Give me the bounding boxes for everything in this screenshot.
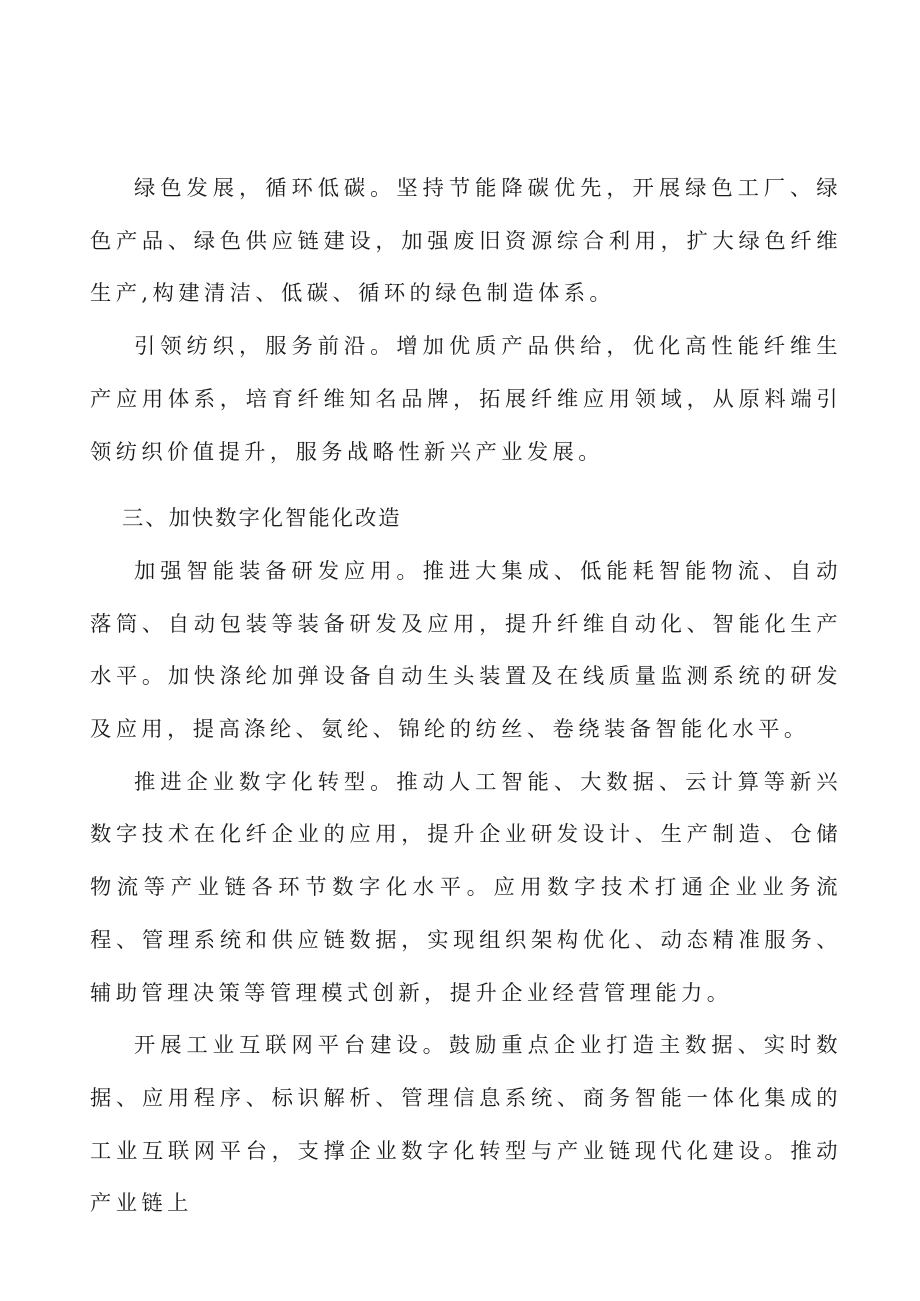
paragraph-digital-transformation: 推进企业数字化转型。推动人工智能、大数据、云计算等新兴数字技术在化纤企业的应用，提升企业研发设计、生产制造、仓储物流等产业链各环节数字化水平。应用数字技术打通企业业务流程、管理系统和供应链数据，实现组织架构优化、动态精准服务、辅助管理决策等管理模式创新，提升企业经营管理能力。 — [90, 769, 842, 1006]
paragraph-smart-equipment: 加强智能装备研发应用。推进大集成、低能耗智能物流、自动落筒、自动包装等装备研发及应用，提升纤维自动化、智能化生产水平。加快涤纶加弹设备自动生头装置及在线质量监测系统的研发及应用，提高涤纶、氨纶、锦纶的纺丝、卷绕装备智能化水平。 — [90, 558, 842, 743]
paragraph-industrial-internet: 开展工业互联网平台建设。鼓励重点企业打造主数据、实时数据、应用程序、标识解析、管理信息系统、商务智能一体化集成的工业互联网平台，支撑企业数字化转型与产业链现代化建设。推动产业链上 — [90, 1033, 842, 1217]
paragraph-lead-textile: 引领纺织，服务前沿。增加优质产品供给，优化高性能纤维生产应用体系，培育纤维知名品牌，拓展纤维应用领域，从原料端引领纺织价值提升，服务战略性新兴产业发展。 — [90, 334, 842, 465]
paragraph-green-development: 绿色发展，循环低碳。坚持节能降碳优先，开展绿色工厂、绿色产品、绿色供应链建设，加强废旧资源综合利用，扩大绿色纤维生产,构建清洁、低碳、循环的绿色制造体系。 — [90, 176, 842, 307]
section-heading: 三、加快数字化智能化改造 — [122, 506, 402, 532]
document-body — [90, 163, 842, 1231]
